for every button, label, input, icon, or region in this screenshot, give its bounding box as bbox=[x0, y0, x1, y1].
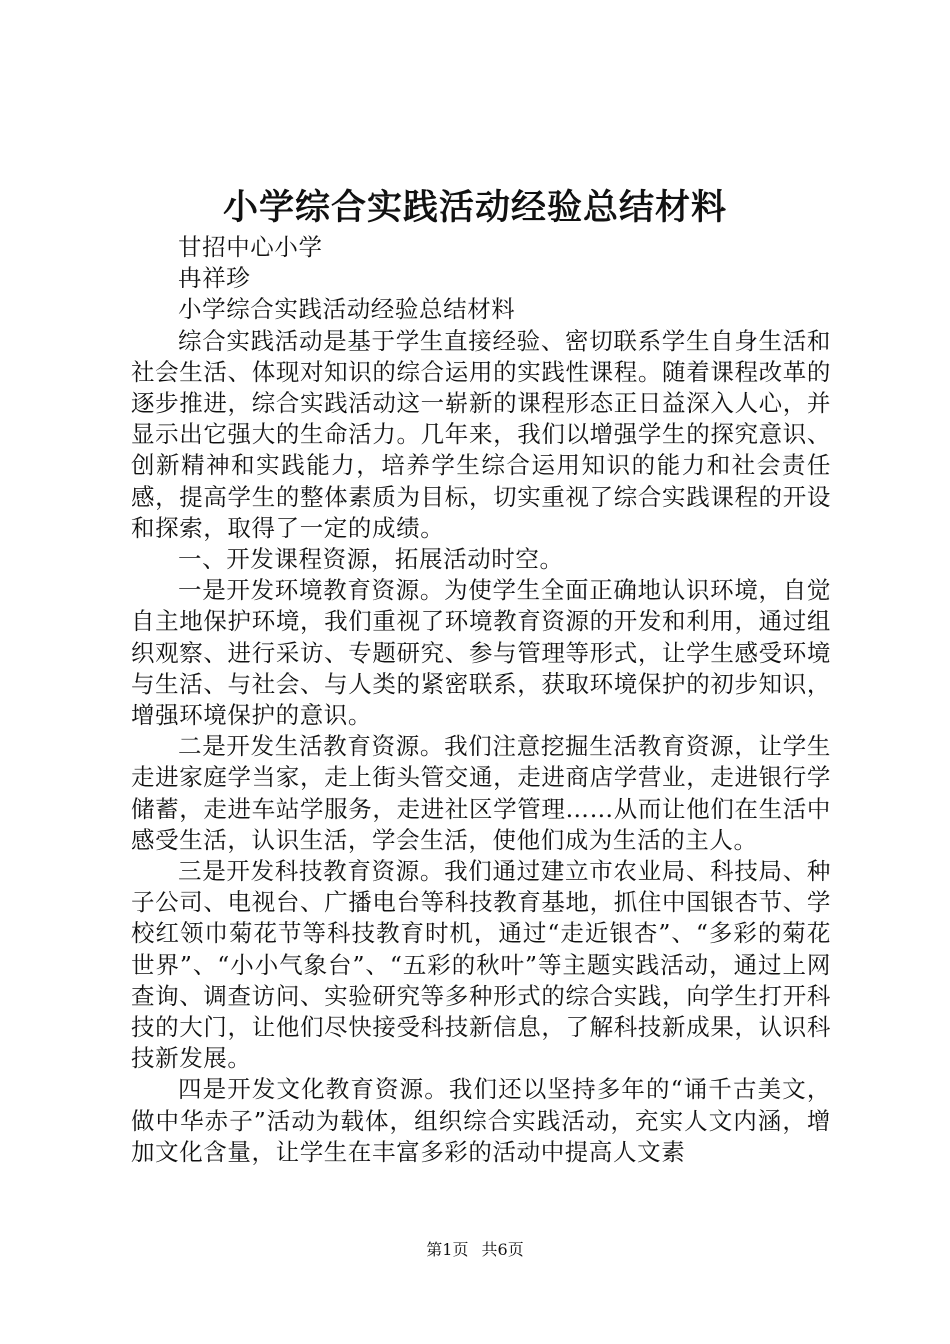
section-heading: 一、开发课程资源，拓展活动时空。 bbox=[178, 545, 564, 574]
page-number: 第1页 bbox=[426, 1240, 469, 1259]
body-paragraph: 综合实践活动是基于学生直接经验、密切联系学生自身生活和社会生活、体现对知识的综合运用的实践性课程。随着课程改革的逐步推进，综合实践活动这一崭新的课程形态正日益深入人心，并显示出它强大的生命活力。几年来，我们以增强学生的探究意识、创新精神和实践能力，培养学生综合运用知识的能力和社会责任感，提高学生的整体素质为目标，切实重视了综合实践课程的开设和探索，取得了一定的成绩。 bbox=[131, 326, 831, 542]
page-footer bbox=[0, 1238, 950, 1262]
author-name: 冉祥珍 bbox=[178, 264, 251, 293]
document-body bbox=[131, 232, 831, 1168]
body-paragraph: 一是开发环境教育资源。为使学生全面正确地认识环境，自觉自主地保护环境，我们重视了环境教育资源的开发和利用，通过组织观察、进行采访、专题研究、参与管理等形式，让学生感受环境与生活、与社会、与人类的紧密联系，获取环境保护的初步知识，增强环境保护的意识。 bbox=[131, 576, 831, 730]
page-total: 共6页 bbox=[481, 1240, 524, 1259]
school-name: 甘招中心小学 bbox=[178, 233, 323, 261]
body-paragraph: 二是开发生活教育资源。我们注意挖掘生活教育资源，让学生走进家庭学当家，走上街头管交通，走进商店学营业，走进银行学储蓄，走进车站学服务，走进社区学管理……从而让他们在生活中感受生活，认识生活，学会生活，使他们成为生活的主人。 bbox=[131, 732, 831, 854]
body-paragraph: 四是开发文化教育资源。我们还以坚持多年的“诵千古美文，做中华赤子”活动为载体，组织综合实践活动，充实人文内涵，增加文化含量，让学生在丰富多彩的活动中提高人文素 bbox=[131, 1075, 831, 1166]
document-title: 小学综合实践活动经验总结材料 bbox=[222, 187, 727, 228]
body-paragraph: 三是开发科技教育资源。我们通过建立市农业局、科技局、种子公司、电视台、广播电台等科技教育基地，抓住中国银杏节、学校红领巾菊花节等科技教育时机，通过“走近银杏”、“多彩的菊花世界”、“小小气象台”、“五彩的秋叶”等主题实践活动，通过上网查询、调查访问、实验研究等多种形式的综合实践，向学生打开科技的大门，让他们尽快接受科技新信息，了解科技新成果，认识科技新发展。 bbox=[131, 857, 831, 1073]
subtitle-paragraph: 小学综合实践活动经验总结材料 bbox=[178, 295, 516, 324]
